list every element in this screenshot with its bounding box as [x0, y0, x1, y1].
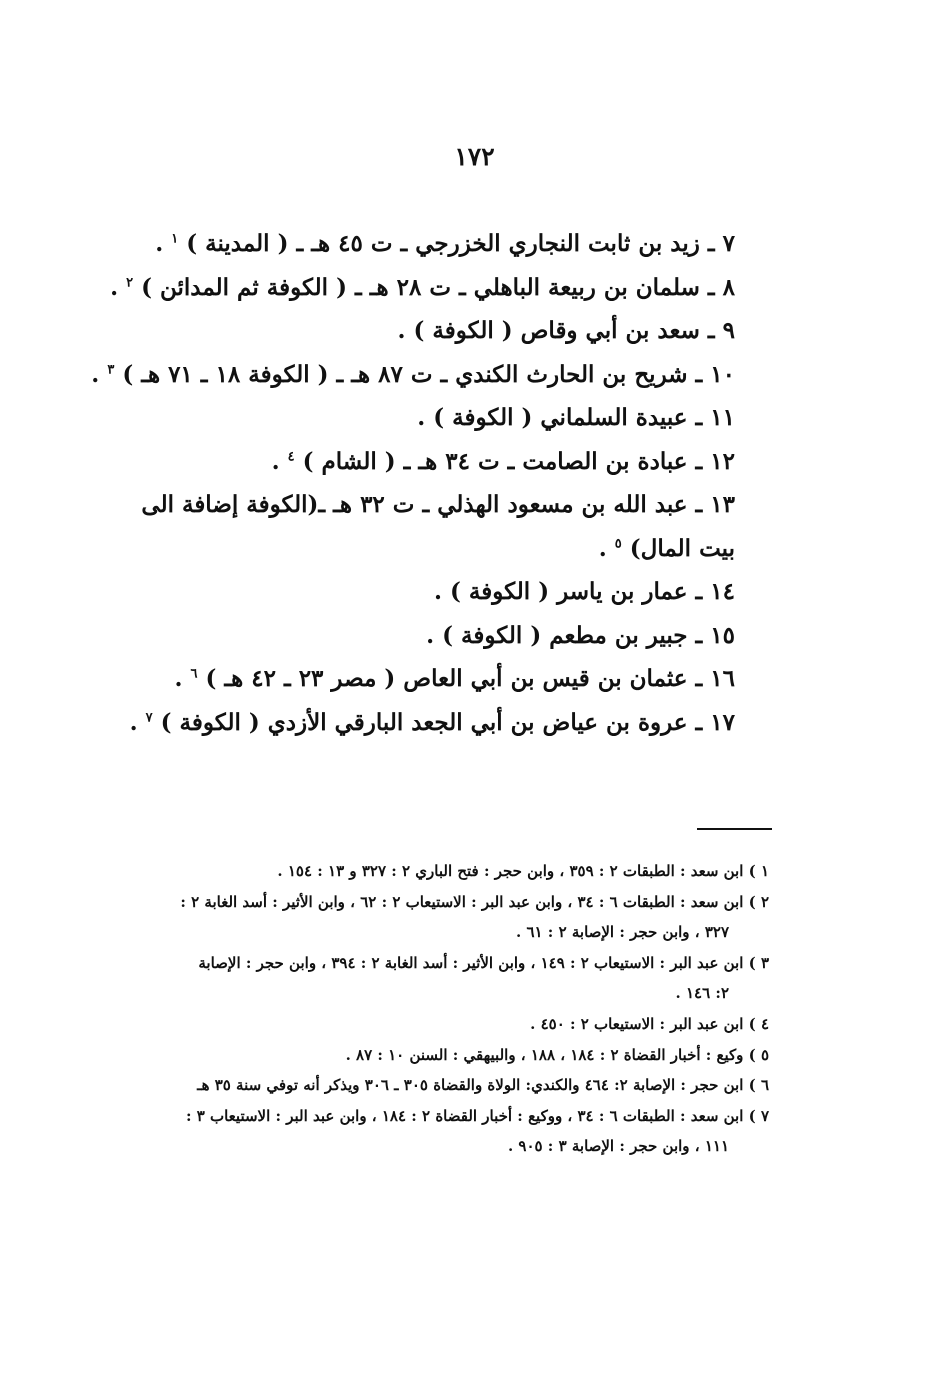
footnote-separator [697, 828, 772, 830]
footnote-ref: ٤ [287, 448, 295, 464]
entry: ١٦ ـ عثمان بن قيس بن أبي العاص ( مصر ٢٣ ـ ٤٢ هـ ) $^٦$ . [174, 665, 735, 692]
entry: ١٠ ـ شريح بن الحارث الكندي ـ ت ٨٧ هـ ـ ( الكوفة ١٨ ـ ٧١ هـ ) $^٣$ . [91, 360, 735, 388]
entry: ١٧ ـ عروة بن عياض بن أبي الجعد البارقي الأزدي ( الكوفة ) $^٧$ . [129, 708, 735, 736]
footnote: ٤ ) ابن عبد البر : الاستيعاب ٢ : ٤٥٠ . [530, 1014, 769, 1033]
entry: ١٤ ـ عمار بن ياسر ( الكوفة ) . [433, 578, 735, 605]
footnote-ref: ١ [171, 231, 179, 247]
page-number: ١٧٢ [454, 142, 495, 171]
footnote-ref: ٧ [145, 709, 153, 725]
footnotes-list [69, 856, 769, 1162]
entry: ١٢ ـ عبادة بن الصامت ـ ت ٣٤ هـ ـ ( الشام ) $^٤$ . [271, 447, 735, 475]
entry: ٨ ـ سلمان بن ربيعة الباهلي ـ ت ٢٨ هـ ـ ( الكوفة ثم المدائن ) $^٢$ . [110, 273, 735, 301]
entry: ١٥ ـ جبير بن مطعم ( الكوفة ) . [426, 621, 735, 649]
entry: ٧ ـ زيد بن ثابت النجاري الخزرجي ـ ت ٤٥ هـ ـ ( المدينة ) $^١$ . [155, 230, 735, 257]
entries-list [35, 222, 735, 744]
footnote: ٢ ) ابن سعد : الطبقات ٦ : ٣٤ ، وابن عبد البر : الاستيعاب ٢ : ٦٢ ، وابن الأثير : أسد الغابة ٢ : ٣٢٧ ، وابن حجر : الإصابة ٢ : ٦١ . [180, 892, 769, 942]
footnote-ref: ٢ [126, 274, 134, 290]
entry: ٩ ـ سعد بن أبي وقاص ( الكوفة ) . [397, 317, 735, 344]
footnote: ٧ ) ابن سعد : الطبقات ٦ : ٣٤ ، ووكيع : أخبار القضاة ٢ : ١٨٤ ، وابن عبد البر : الاستيعاب ٣ : ١١١ ، وابن حجر : الإصابة ٣ : ٩٠٥ . [185, 1106, 769, 1156]
entry: ١٣ ـ عبد الله بن مسعود الهذلي ـ ت ٣٢ هـ ـ(الكوفة إضافة الى بيت المال) $^٥$ . [141, 491, 735, 562]
footnote-ref: ٥ [614, 535, 622, 551]
footnote: ٦ ) ابن حجر : الإصابة ٢: ٤٦٤ والكندي: الولاة والقضاة ٣٠٥ ـ ٣٠٦ ويذكر أنه توفي سنة ٣٥ هـ [197, 1076, 769, 1095]
footnote: ١ ) ابن سعد : الطبقات ٢ : ٣٥٩ ، وابن حجر : فتح الباري ٢ : ٣٢٧ و ١٣ : ١٥٤ . [277, 862, 769, 880]
footnote-ref: ٣ [107, 361, 115, 377]
entry: ١١ ـ عبيدة السلماني ( الكوفة ) . [417, 404, 735, 431]
footnote: ٥ ) وكيع : أخبار القضاة ٢ : ١٨٤ ، ١٨٨ ، والبيهقي : السنن ١٠ : ٨٧ . [345, 1045, 769, 1064]
footnote: ٣ ) ابن عبد البر : الاستيعاب ٢ : ١٤٩ ، وابن الأثير : أسد الغابة ٢ : ٣٩٤ ، وابن حجر : الإصابة ٢: ١٤٦ . [198, 953, 769, 1003]
footnote-ref: ٦ [190, 666, 198, 682]
